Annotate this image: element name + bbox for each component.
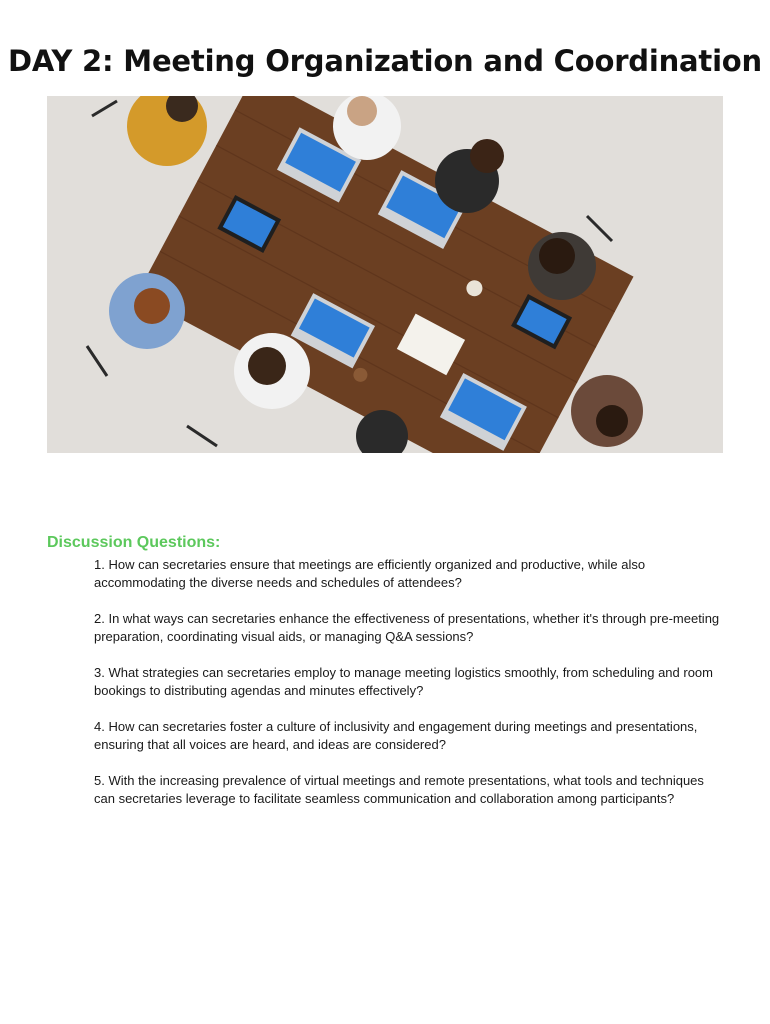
discussion-question: 2. In what ways can secretaries enhance the effectiveness of presentations, whether it's through pre-meeting preparation, coordinating visual aids, or managing Q&A sessions? [94, 611, 720, 644]
page-title: DAY 2: Meeting Organization and Coordination [8, 44, 762, 78]
meeting-photo [47, 96, 723, 453]
discussion-question: 5. With the increasing prevalence of virtual meetings and remote presentations, what tools and techniques can secretaries leverage to facilitate seamless communication and collaboration among participants? [94, 773, 704, 806]
discussion-question-list [94, 556, 726, 826]
discussion-question: 1. How can secretaries ensure that meetings are efficiently organized and productive, while also accommodating the diverse needs and schedules of attendees? [94, 557, 646, 590]
discussion-question: 4. How can secretaries foster a culture of inclusivity and engagement during meetings and presentations, ensuring that all voices are heard, and ideas are considered? [94, 719, 698, 752]
discussion-heading: Discussion Questions: [47, 534, 221, 551]
discussion-question: 3. What strategies can secretaries employ to manage meeting logistics smoothly, from scheduling and room bookings to distributing agendas and minutes effectively? [94, 665, 713, 698]
